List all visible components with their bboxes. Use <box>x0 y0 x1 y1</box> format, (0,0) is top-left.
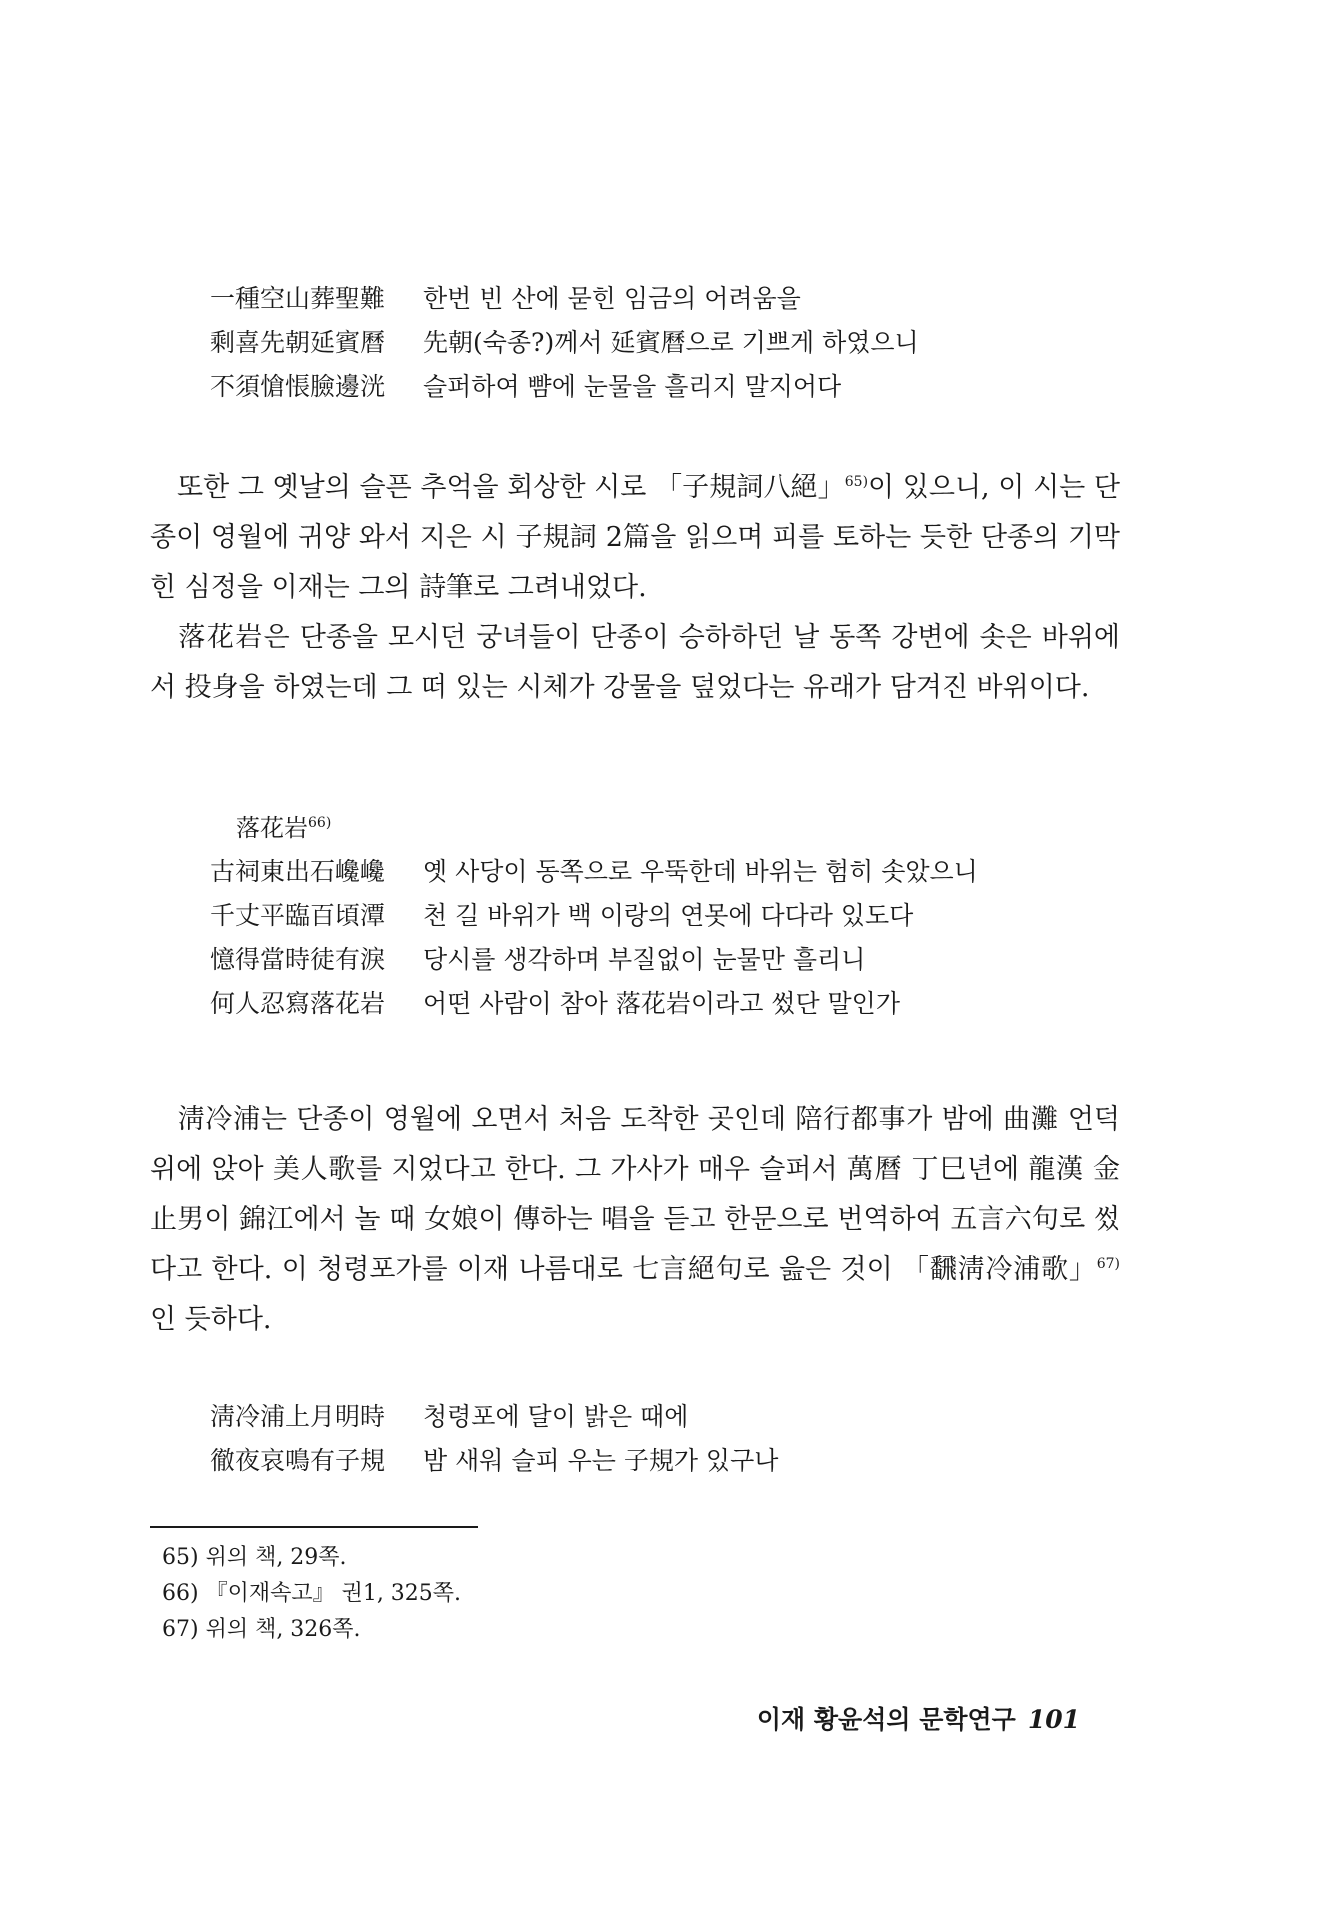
poem-line <box>210 850 1110 894</box>
poem-hanja-text: 徹夜哀鳴有子規 <box>210 1446 386 1475</box>
running-footer <box>740 1700 1080 1736</box>
poem-korean-translation: 한번 빈 산에 묻힌 임금의 어려움을 <box>423 284 801 313</box>
footnote-item: 65) 위의 책, 29쪽. <box>162 1545 347 1570</box>
poem-hanja-text: 剩喜先朝延賓曆 <box>210 328 386 357</box>
poem-line <box>210 982 1110 1026</box>
poem-korean-translation: 先朝(숙종?)께서 延賓曆으로 기쁘게 하였으니 <box>423 328 919 357</box>
page-number: 101 <box>1027 1705 1080 1734</box>
paragraph-text: 인 듯하다. <box>150 1304 272 1335</box>
poem-korean-translation: 옛 사당이 동쪽으로 우뚝한데 바위는 험히 솟았으니 <box>423 857 978 886</box>
paragraph-text: 또한 그 옛날의 슬픈 추억을 회상한 시로 「子規詞八絕」 <box>177 472 845 503</box>
poem-line <box>210 1439 1110 1483</box>
poem-korean-translation: 슬퍼하여 뺨에 눈물을 흘리지 말지어다 <box>423 372 842 401</box>
body-paragraph <box>150 613 1120 713</box>
poem-block-3 <box>210 1395 1110 1483</box>
footnotes-section <box>162 1540 862 1648</box>
poem-hanja-text: 一種空山葬聖難 <box>210 284 386 313</box>
poem-hanja-text: 憶得當時徒有淚 <box>210 945 386 974</box>
footnote-ref-65[interactable]: 65) <box>844 474 869 490</box>
running-title: 이재 황윤석의 문학연구 <box>756 1705 1016 1734</box>
poem-hanja-text: 古祠東出石巉巉 <box>210 857 386 886</box>
poem-korean-translation: 당시를 생각하며 부질없이 눈물만 흘리니 <box>423 945 866 974</box>
body-paragraph <box>150 463 1120 613</box>
footnote-ref-67[interactable]: 67) <box>1096 1256 1120 1272</box>
paragraph-text: 이 있으니, 이 시는 단종이 영월에 귀양 와서 지은 시 子規詞 2篇을 읽으며 피를 토하는 듯한 단종의 기막힌 심정을 이재는 그의 詩筆로 그려내었다. <box>150 472 1120 603</box>
footnote-ref-66[interactable]: 66) <box>308 815 332 831</box>
poem-korean-translation: 밤 새워 슬피 우는 子規가 있구나 <box>423 1446 779 1475</box>
poem-line <box>210 1395 1110 1439</box>
poem-hanja-text: 不須愴悵臉邊洸 <box>210 372 386 401</box>
poem-line <box>210 321 1110 365</box>
poem-line <box>210 938 1110 982</box>
body-paragraph <box>150 1095 1120 1345</box>
poem-hanja-text: 千丈平臨百頃潭 <box>210 901 386 930</box>
paragraph-text: 淸冷浦는 단종이 영월에 오면서 처음 도착한 곳인데 陪行都事가 밤에 曲灘 언덕 위에 앉아 美人歌를 지었다고 한다. 그 가사가 매우 슬퍼서 萬曆 丁巳년에 龍漢 金止男이 錦江에서 놀 때 女娘이 傳하는 唱을 듣고 한문으로 번역하여 五言六句로 썼다고 한다. 이 청령포가를 이재 나름대로 七言絕句로 읊은 것이 「飜淸冷浦歌」 <box>150 1104 1120 1285</box>
poem-hanja-text: 何人忍寫落花岩 <box>210 989 386 1018</box>
footnote-item: 67) 위의 책, 326쪽. <box>162 1617 361 1642</box>
poem-block-1 <box>210 277 1110 409</box>
poem-korean-translation: 천 길 바위가 백 이랑의 연못에 다다라 있도다 <box>423 901 914 930</box>
paragraph-2 <box>150 613 1120 713</box>
footnote-item: 66) 『이재속고』 권1, 325쪽. <box>162 1581 462 1606</box>
poem-korean-translation: 어떤 사람이 참아 落花岩이라고 썼단 말인가 <box>423 989 900 1018</box>
paragraph-text: 落花岩은 단종을 모시던 궁녀들이 단종이 승하하던 날 동쪽 강변에 솟은 바위에서 投身을 하였는데 그 떠 있는 시체가 강물을 덮었다는 유래가 담겨진 바위이다. <box>150 622 1120 703</box>
poem-line <box>210 365 1110 409</box>
poem-title-text: 落花岩 <box>236 814 308 842</box>
poem-line <box>210 894 1110 938</box>
paragraph-3 <box>150 1095 1120 1345</box>
footnote-divider <box>150 1526 478 1528</box>
paragraph-1 <box>150 463 1120 613</box>
poem-korean-translation: 청령포에 달이 밝은 때에 <box>423 1402 689 1431</box>
poem-line <box>210 277 1110 321</box>
poem-block-2 <box>210 806 1110 1026</box>
poem-hanja-text: 淸冷浦上月明時 <box>210 1402 386 1431</box>
poem-title <box>210 806 1110 850</box>
